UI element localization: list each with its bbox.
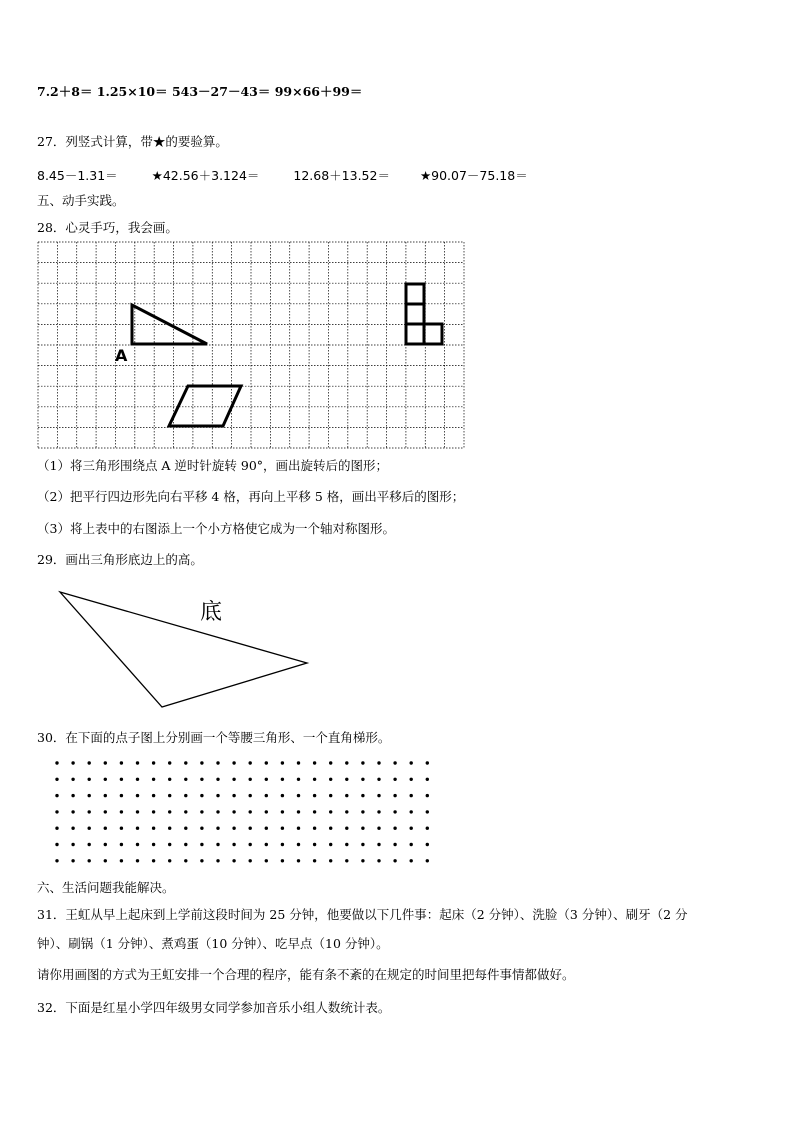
parallelogram-shape <box>169 386 241 426</box>
point-a-label: A <box>115 346 128 365</box>
expr-2: ★42.56＋3.124＝ <box>151 168 260 183</box>
question-27-expressions <box>37 168 528 184</box>
expr-3: 12.68＋13.52＝ <box>293 168 390 183</box>
question-28-sub1: （1）将三角形围绕点 A 逆时针旋转 90°，画出旋转后的图形； <box>37 458 389 473</box>
obtuse-triangle <box>60 592 307 707</box>
dot-grid <box>50 758 440 868</box>
question-28-title: 28．心灵手巧，我会画。 <box>37 220 178 235</box>
section-6-heading: 六、生活问题我能解决。 <box>37 880 175 895</box>
question-30-title: 30．在下面的点子图上分别画一个等腰三角形、一个直角梯形。 <box>37 730 391 745</box>
section-5-heading: 五、动手实践。 <box>37 193 125 208</box>
question-31-line2: 钟）、刷锅（1 分钟）、煮鸡蛋（10 分钟）、吃早点（10 分钟）。 <box>37 936 389 951</box>
question-28-sub3: （3）将上表中的右图添上一个小方格使它成为一个轴对称图形。 <box>37 521 395 536</box>
question-29-title: 29．画出三角形底边上的高。 <box>37 552 203 567</box>
square-figure <box>406 284 442 344</box>
question-28-sub2: （2）把平行四边形先向右平移 4 格，再向上平移 5 格，画出平移后的图形； <box>37 489 465 504</box>
question-27-title: 27．列竖式计算，带★的要验算。 <box>37 134 228 149</box>
grid-figure <box>36 240 468 452</box>
expr-4: ★90.07－75.18＝ <box>419 168 528 183</box>
question-32-title: 32．下面是红星小学四年级男女同学参加音乐小组人数统计表。 <box>37 1000 391 1015</box>
triangle-figure <box>55 585 335 715</box>
question-31-line3: 请你用画图的方式为王虹安排一个合理的程序，能有条不紊的在规定的时间里把每件事情都做好。 <box>37 967 575 982</box>
question-31-line1: 31．王虹从早上起床到上学前这段时间为 25 分钟，他要做以下几件事：起床（2 分钟）、洗脸（3 分钟）、刷牙（2 分 <box>37 907 688 922</box>
arithmetic-line: 7.2＋8＝ 1.25×10＝ 543－27－43＝ 99×66＋99＝ <box>37 84 363 99</box>
base-label: 底 <box>200 600 223 625</box>
expr-1: 8.45－1.31＝ <box>37 168 118 183</box>
